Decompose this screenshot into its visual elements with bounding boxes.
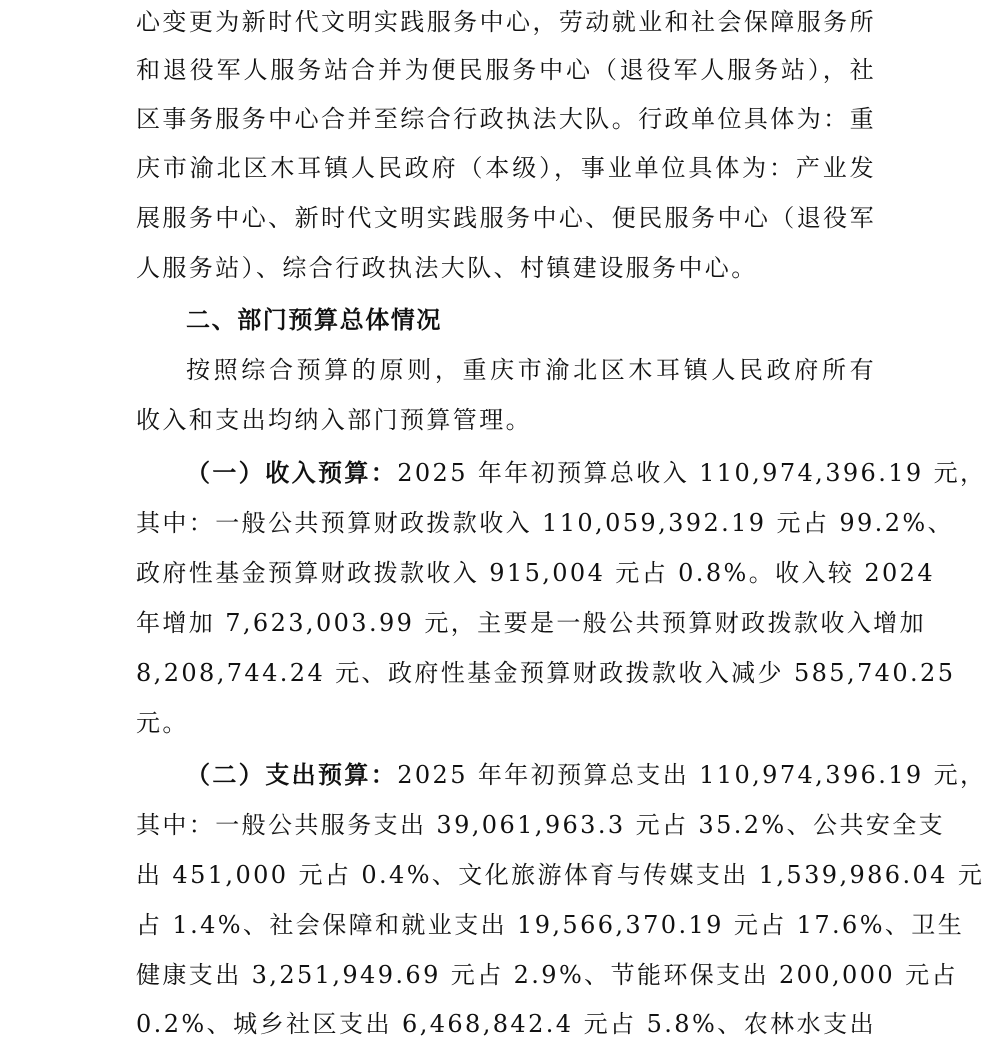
income-budget-subheading: （一）收入预算： <box>186 459 398 487</box>
expenditure-budget-subheading: （二）支出预算： <box>186 761 398 789</box>
body-text-line: 和退役军人服务站合并为便民服务中心（退役军人服务站），社 <box>136 56 876 84</box>
body-text-line: 心变更为新时代文明实践服务中心，劳动就业和社会保障服务所 <box>136 8 876 36</box>
body-text-line: 年增加 7,623,003.99 元，主要是一般公共预算财政拨款收入增加 <box>136 609 926 637</box>
body-text-line: 展服务中心、新时代文明实践服务中心、便民服务中心（退役军 <box>136 204 876 232</box>
expenditure-budget-first-line <box>186 760 987 790</box>
income-budget-first-line <box>186 458 987 488</box>
body-text-line: 元。 <box>136 709 189 737</box>
body-text-line: 政府性基金预算财政拨款收入 915,004 元占 0.8%。收入较 2024 <box>136 559 936 587</box>
expenditure-budget-text: 2025 年年初预算总支出 110,974,396.19 元， <box>397 761 987 789</box>
paragraph-first-line: 按照综合预算的原则，重庆市渝北区木耳镇人民政府所有 <box>186 356 876 384</box>
body-text-line: 人服务站）、综合行政执法大队、村镇建设服务中心。 <box>136 254 758 282</box>
body-text-line: 庆市渝北区木耳镇人民政府（本级），事业单位具体为：产业发 <box>136 154 876 182</box>
body-text-line: 占 1.4%、社会保障和就业支出 19,566,370.19 元占 17.6%、卫生 <box>136 911 965 939</box>
body-text-line: 其中：一般公共服务支出 39,061,963.3 元占 35.2%、公共安全支 <box>136 811 946 839</box>
income-budget-text: 2025 年年初预算总收入 110,974,396.19 元， <box>397 459 987 487</box>
body-text-line: 0.2%、城乡社区支出 6,468,842.4 元占 5.8%、农林水支出 <box>136 1010 876 1038</box>
body-text-line: 区事务服务中心合并至综合行政执法大队。行政单位具体为：重 <box>136 105 876 133</box>
body-text-line: 健康支出 3,251,949.69 元占 2.9%、节能环保支出 200,000 元占 <box>136 961 958 989</box>
section-heading: 二、部门预算总体情况 <box>186 306 442 334</box>
body-text-line: 出 451,000 元占 0.4%、文化旅游体育与传媒支出 1,539,986.04 元 <box>136 861 985 889</box>
body-text-line: 其中：一般公共预算财政拨款收入 110,059,392.19 元占 99.2%、 <box>136 509 954 537</box>
body-text-line: 收入和支出均纳入部门预算管理。 <box>136 406 532 434</box>
body-text-line: 8,208,744.24 元、政府性基金预算财政拨款收入减少 585,740.25 <box>136 659 956 687</box>
